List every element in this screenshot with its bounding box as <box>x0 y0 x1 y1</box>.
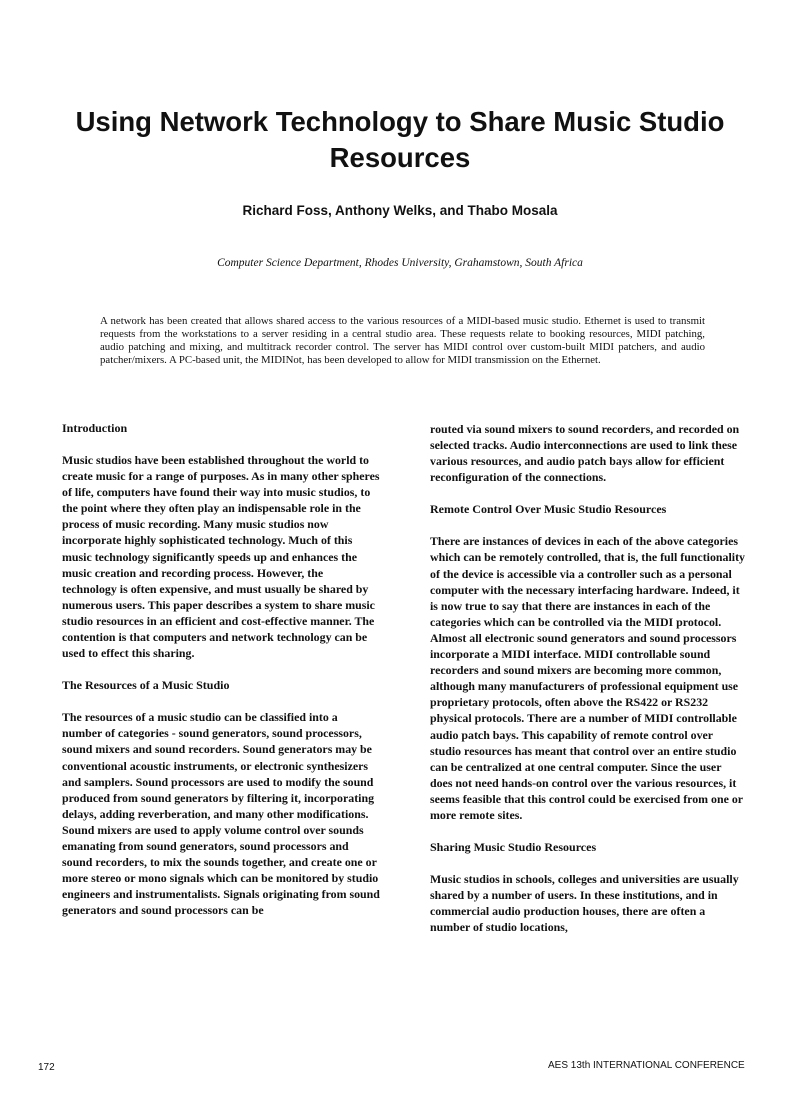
paper-title: Using Network Technology to Share Music Studio Resources <box>75 106 725 173</box>
section-heading-remote-control: Remote Control Over Music Studio Resources <box>430 502 667 517</box>
paragraph-remote-control: There are instances of devices in each of the above categories which can be remotely controlled, that is, the full functionality of the device is accessible via a controller such as a personal computer with the necessary interfacing hardware. Indeed, it is now true to say that there are instances in each of the categories which can be controlled via the MIDI protocol. Almost all electronic sound generators and sound processors incorporate a MIDI interface. MIDI controllable sound recorders and sound mixers are becoming more common, although many manufacturers of professional equipment use proprietary protocols, often above the RS422 or RS232 physical protocols. There are a number of MIDI controllable audio patch bays. This capability of remote control over studio resources has meant that control over an entire studio can be centralized at one central computer. Since the user does not need hands-on control over the various resources, it seems feasible that this control could be exercised from one or more remote sites. <box>430 534 745 822</box>
page-number: 172 <box>38 1062 55 1073</box>
paragraph-sharing: Music studios in schools, colleges and universities are usually shared by a number of users. In these institutions, and in commercial audio production houses, there are often a number of studio locations, <box>430 872 739 935</box>
paragraph-introduction: Music studios have been established throughout the world to create music for a range of purposes. As in many other spheres of life, computers have found their way into music studios, to the point where they often play an indispensable role in the process of music recording. Many music studios now incorporate highly sophisticated technology. Much of this music technology significantly speeds up and enhances the music creation and recording process. However, the technology is often expensive, and must usually be shared by numerous users. This paper describes a system to share music studio resources in an efficient and cost-effective manner. The contention is that computers and network technology can be used to effect this sharing. <box>62 453 380 661</box>
paper-authors: Richard Foss, Anthony Welks, and Thabo Mosala <box>242 203 558 218</box>
right-column <box>430 421 746 951</box>
section-heading-sharing: Sharing Music Studio Resources <box>430 840 597 855</box>
section-heading-resources: The Resources of a Music Studio <box>62 678 230 693</box>
section-heading-introduction: Introduction <box>62 421 128 435</box>
conference-footer: AES 13th INTERNATIONAL CONFERENCE <box>548 1060 745 1071</box>
paper-abstract: A network has been created that allows shared access to the various resources of a MIDI-based music studio. Ethernet is used to transmit requests from the workstations to a server residing in a central studio area. These requests relate to booking resources, MIDI patching, audio patching and mixing, and multitrack recorder control. The server has MIDI control over custom-built MIDI patchers, and audio patcher/mixers. A PC-based unit, the MIDINot, has been developed to allow for MIDI transmission on the Ethernet. <box>100 315 705 366</box>
paragraph-resources: The resources of a music studio can be classified into a number of categories - sound generators, sound processors, sound mixers and sound recorders. Sound generators may be conventional acoustic instruments, or electronic synthesizers and samplers. Sound processors are used to modify the sound produced from sound generators by filtering it, incorporating delays, adding reverberation, and many other modifications. Sound mixers are used to apply volume control over sounds emanating from sound generators, sound processors and sound recorders, to mix the sounds together, and create one or more stereo or mono signals which can be monitored by studio engineers and instrumentalists. Signals originating from sound generators and sound processors can be <box>62 710 380 918</box>
paper-affiliation: Computer Science Department, Rhodes University, Grahamstown, South Africa <box>217 257 583 269</box>
left-column <box>62 420 380 934</box>
paragraph-resources-continued: routed via sound mixers to sound recorders, and recorded on selected tracks. Audio interconnections are used to link these various resources, and audio patch bays allow for efficient reconfiguration of the connections. <box>430 422 740 485</box>
